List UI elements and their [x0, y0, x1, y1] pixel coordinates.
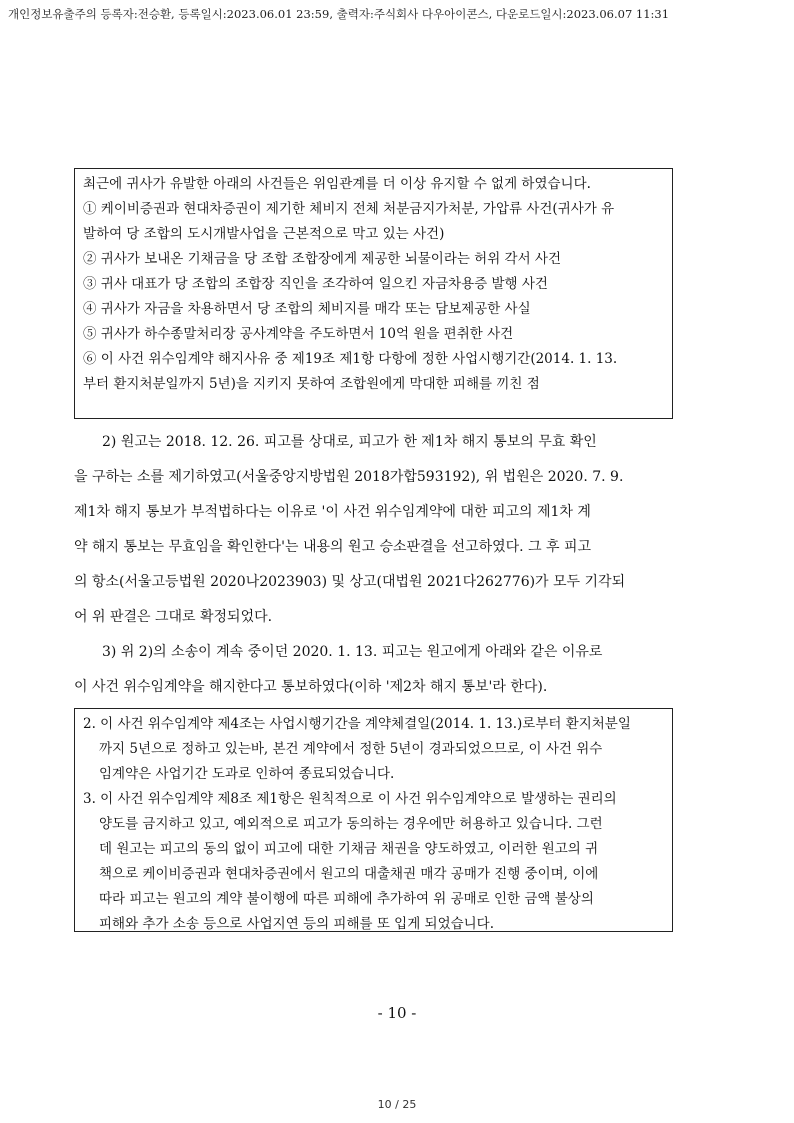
quote-line: 양도를 금지하고 있고, 예외적으로 피고가 동의하는 경우에만 허용하고 있습니다. 그런 — [99, 816, 603, 832]
quote-line: 따라 피고는 원고의 계약 불이행에 따른 피해에 추가하여 위 공매로 인한 금액 불상의 — [99, 891, 594, 907]
quote-line: ⑥ 이 사건 위수임계약 해지사유 중 제19조 제1항 다항에 정한 사업시행기간(2014. 1. 13. — [83, 351, 618, 367]
quote-line: ⑤ 귀사가 하수종말처리장 공사계약을 주도하면서 10억 원을 편취한 사건 — [83, 326, 514, 342]
quote-line: ④ 귀사가 자금을 차용하면서 당 조합의 체비지를 매각 또는 담보제공한 사실 — [83, 301, 531, 317]
quote-line: 데 원고는 피고의 동의 없이 피고에 대한 기채금 채권을 양도하였고, 이러한 원고의 귀 — [99, 841, 599, 857]
quoted-notice-box-1 — [74, 168, 673, 419]
quote-line: 최근에 귀사가 유발한 아래의 사건들은 위임관계를 더 이상 유지할 수 없게 하였습니다. — [83, 176, 591, 192]
quote-line: 책으로 케이비증권과 현대차증권에서 원고의 대출채권 매각 공매가 진행 중이며, 이에 — [99, 866, 599, 882]
quoted-notice-box-2 — [74, 708, 673, 932]
quote-line: 임계약은 사업기간 도과로 인하여 종료되었습니다. — [99, 766, 395, 782]
paragraph-line: 약 해지 통보는 무효임을 확인한다'는 내용의 원고 승소판결을 선고하였다. 그 후 피고 — [74, 539, 592, 555]
quote-line: 발하여 당 조합의 도시개발사업을 근본적으로 막고 있는 사건) — [83, 226, 445, 242]
paragraph-line: 을 구하는 소를 제기하였고(서울중앙지방법원 2018가합593192), 위 법원은 2020. 7. 9. — [74, 469, 624, 485]
paragraph-line: 2) 원고는 2018. 12. 26. 피고를 상대로, 피고가 한 제1차 해지 통보의 무효 확인 — [102, 434, 597, 450]
paragraph-line: 이 사건 위수임계약을 해지한다고 통보하였다(이하 '제2차 해지 통보'라 한다). — [74, 679, 548, 695]
paragraph-line: 어 위 판결은 그대로 확정되었다. — [74, 609, 273, 625]
paragraph-line: 3) 위 2)의 소송이 계속 중이던 2020. 1. 13. 피고는 원고에게 아래와 같은 이유로 — [102, 644, 603, 660]
quote-line: 피해와 추가 소송 등으로 사업지연 등의 피해를 또 입게 되었습니다. — [99, 916, 495, 932]
quote-line: 까지 5년으로 정하고 있는바, 본건 계약에서 정한 5년이 경과되었으므로, 이 사건 위수 — [99, 741, 603, 757]
quote-line: ③ 귀사 대표가 당 조합의 조합장 직인을 조각하여 일으킨 자금차용증 발행 사건 — [83, 276, 548, 292]
paragraph-line: 제1차 해지 통보가 부적법하다는 이유로 '이 사건 위수임계약에 대한 피고의 제1차 계 — [74, 504, 591, 520]
paragraph-line: 의 항소(서울고등법원 2020나2023903) 및 상고(대법원 2021다262776)가 모두 기각되 — [74, 574, 626, 590]
quote-line: 부터 환지처분일까지 5년)을 지키지 못하여 조합원에게 막대한 피해를 끼친 점 — [83, 376, 540, 392]
page-count: 10 / 25 — [377, 1098, 417, 1111]
quote-line: ② 귀사가 보내온 기채금을 당 조합 조합장에게 제공한 뇌물이라는 허위 각서 사건 — [83, 251, 562, 267]
quote-line: ① 케이비증권과 현대차증권이 제기한 체비지 전체 처분금지가처분, 가압류 사건(귀사가 유 — [83, 201, 615, 217]
quote-line: 2. 이 사건 위수임계약 제4조는 사업시행기간을 계약체결일(2014. 1. 13.)로부터 환지처분일 — [83, 716, 631, 732]
download-watermark-header: 개인정보유출주의 등록자:전승환, 등록일시:2023.06.01 23:59, 출력자:주식회사 다우아이콘스, 다운로드일시:2023.06.07 11:31 — [8, 7, 670, 21]
page-number-marker: - 10 - — [377, 1004, 417, 1022]
quote-line: 3. 이 사건 위수임계약 제8조 제1항은 원칙적으로 이 사건 위수임계약으로 발생하는 권리의 — [83, 791, 617, 807]
